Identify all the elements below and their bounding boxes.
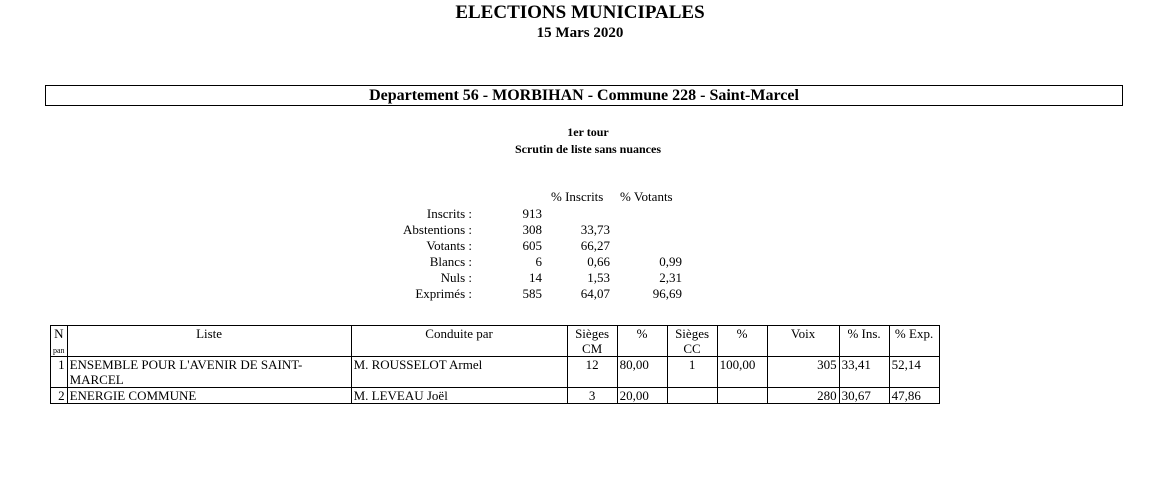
stats-value: 6: [535, 254, 542, 269]
header-pct-exp: % Exp.: [889, 326, 939, 357]
stats-value: 14: [529, 270, 542, 285]
cell-pct-ins: 33,41: [839, 357, 889, 388]
cell-voix: 280: [767, 388, 839, 404]
stats-pct-inscrits: 64,07: [580, 286, 610, 301]
stats-label: Exprimés :: [415, 286, 472, 301]
round-label: 1er tour: [567, 125, 609, 139]
header-liste: Liste: [67, 326, 351, 357]
stats-pct-votants: 2,31: [659, 270, 682, 285]
results-table: [50, 325, 940, 404]
stats-pct-inscrits: 66,27: [580, 238, 610, 253]
stats-pct-inscrits: 1,53: [587, 270, 610, 285]
results-header-row: [51, 326, 940, 357]
stats-label: Blancs :: [429, 254, 472, 269]
header-pct-ins: % Ins.: [839, 326, 889, 357]
cell-pct-cc: 100,00: [717, 357, 767, 388]
cell-sieges-cm: 3: [567, 388, 617, 404]
cell-pct-ins: 30,67: [839, 388, 889, 404]
stats-label: Votants :: [426, 238, 472, 253]
department-banner: Departement 56 - MORBIHAN - Commune 228 - Saint-Marcel: [45, 85, 1123, 106]
ballot-type: Scrutin de liste sans nuances: [514, 142, 662, 156]
stats-value: 605: [522, 238, 542, 253]
stats-label: Inscrits :: [426, 206, 472, 221]
stats-value: 585: [522, 286, 542, 301]
cell-sieges-cc: [667, 388, 717, 404]
cell-pct-cm: 80,00: [617, 357, 667, 388]
header-sieges-cm: Sièges CM: [567, 326, 617, 357]
cell-liste: ENERGIE COMMUNE: [67, 388, 351, 404]
stats-label: Abstentions :: [403, 222, 472, 237]
header-voix: Voix: [767, 326, 839, 357]
cell-pct-exp: 47,86: [889, 388, 939, 404]
table-row: [51, 388, 940, 404]
stats-value: 308: [522, 222, 542, 237]
cell-pct-cc: [717, 388, 767, 404]
stats-header-pct-inscrits: % Inscrits: [551, 189, 604, 204]
stats-pct-inscrits: 0,66: [587, 254, 610, 269]
stats-label: Nuls :: [440, 270, 472, 285]
cell-voix: 305: [767, 357, 839, 388]
stats-header-pct-votants: % Votants: [620, 189, 673, 204]
cell-conduite: M. ROUSSELOT Armel: [351, 357, 567, 388]
page-title: ELECTIONS MUNICIPALES: [455, 2, 705, 23]
header-pct-cc: %: [717, 326, 767, 357]
header-n: N pan: [51, 326, 68, 357]
table-row: [51, 357, 940, 388]
stats-pct-votants: 96,69: [652, 286, 682, 301]
cell-liste: ENSEMBLE POUR L'AVENIR DE SAINT-MARCEL: [67, 357, 351, 388]
cell-conduite: M. LEVEAU Joël: [351, 388, 567, 404]
cell-pct-cm: 20,00: [617, 388, 667, 404]
election-date: 15 Mars 2020: [536, 25, 624, 41]
cell-pct-exp: 52,14: [889, 357, 939, 388]
stats-pct-votants: 0,99: [659, 254, 682, 269]
cell-n: 2: [51, 388, 68, 404]
cell-n: 1: [51, 357, 68, 388]
header-conduite: Conduite par: [351, 326, 567, 357]
cell-sieges-cc: 1: [667, 357, 717, 388]
stats-value: 913: [522, 206, 542, 221]
stats-pct-inscrits: 33,73: [580, 222, 610, 237]
cell-sieges-cm: 12: [567, 357, 617, 388]
header-pct-cm: %: [617, 326, 667, 357]
header-sieges-cc: Sièges CC: [667, 326, 717, 357]
